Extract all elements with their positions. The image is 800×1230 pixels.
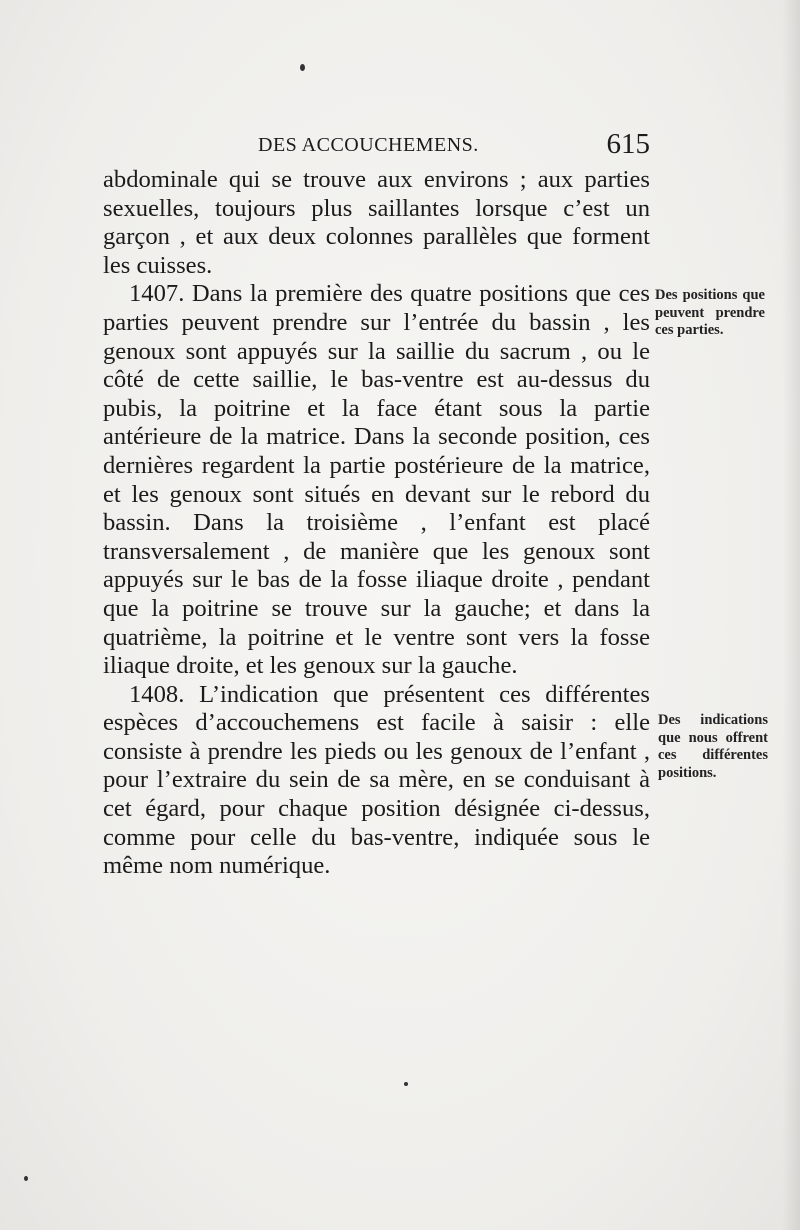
running-head-title: DES ACCOUCHEMENS.	[258, 134, 479, 156]
body-text	[103, 166, 650, 881]
paragraph-1407: 1407. Dans la première des quatre positions que ces parties peuvent prendre sur l’entrée du bassin , les genoux sont appuyés sur la saillie du sacrum , ou le côté de cette saillie, le bas-ventre est au-dessus du pubis, la poitrine et la face étant sous la partie antérieure de la matrice. Dans la seconde position, ces dernières regardent la partie postérieure de la matrice, et les genoux sont situés en devant sur le rebord du bassin. Dans la troisième , l’enfant est placé transversalement , de manière que les genoux sont appuyés sur le bas de la fosse iliaque droite , pendant que la poitrine se trouve sur la gauche; et dans la quatrième, la poitrine et le ventre sont vers la fosse iliaque droite, et les genoux sur la gauche.	[103, 280, 650, 680]
page-edge-shadow	[782, 0, 800, 1230]
paragraph-continuation: abdominale qui se trouve aux environs ; aux parties sexuelles, toujours plus saillantes lorsque c’est un garçon , et aux deux colonnes parallèles que forment les cuisses.	[103, 166, 650, 279]
running-head	[100, 130, 650, 166]
ink-speck	[404, 1082, 408, 1086]
margin-note-indications: Des indications que nous offrent ces différentes positions.	[658, 712, 768, 781]
page-number: 615	[606, 128, 650, 160]
paragraph-1408: 1408. L’indication que présentent ces différentes espèces d’accouchemens est facile à saisir : elle consiste à prendre les pieds ou les genoux de l’enfant , pour l’extraire du sein de sa mère, en se conduisant à cet égard, pour chaque position désignée ci-dessus, comme pour celle du bas-ventre, indiquée sous le même nom numérique.	[103, 680, 650, 880]
ink-speck	[24, 1176, 28, 1181]
margin-note-positions: Des positions que peuvent prendre ces parties.	[655, 287, 765, 338]
ink-speck	[300, 64, 305, 71]
